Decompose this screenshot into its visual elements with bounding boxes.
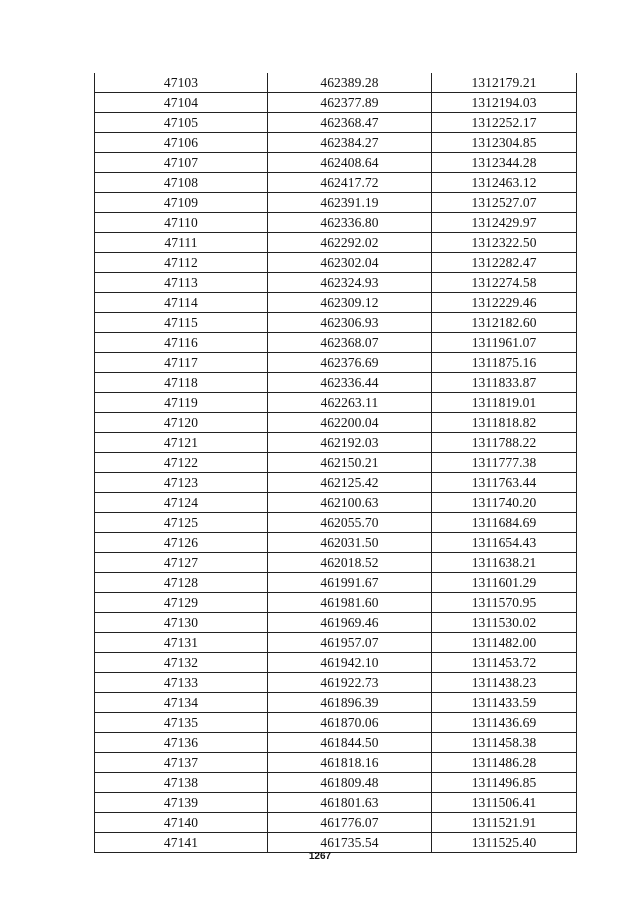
point-id-cell: 47130 bbox=[95, 613, 268, 633]
point-id-cell: 47115 bbox=[95, 313, 268, 333]
table-row bbox=[95, 693, 577, 713]
point-id-cell: 47138 bbox=[95, 773, 268, 793]
x-coordinate-cell: 462055.70 bbox=[268, 513, 432, 533]
point-id-cell: 47124 bbox=[95, 493, 268, 513]
table-row bbox=[95, 293, 577, 313]
y-coordinate-cell: 1312194.03 bbox=[432, 93, 577, 113]
table-row bbox=[95, 613, 577, 633]
table-row bbox=[95, 513, 577, 533]
y-coordinate-cell: 1311961.07 bbox=[432, 333, 577, 353]
point-id-cell: 47125 bbox=[95, 513, 268, 533]
table-row bbox=[95, 273, 577, 293]
table-row bbox=[95, 593, 577, 613]
y-coordinate-cell: 1312182.60 bbox=[432, 313, 577, 333]
point-id-cell: 47123 bbox=[95, 473, 268, 493]
y-coordinate-cell: 1312252.17 bbox=[432, 113, 577, 133]
table-row bbox=[95, 153, 577, 173]
x-coordinate-cell: 461896.39 bbox=[268, 693, 432, 713]
table-row bbox=[95, 773, 577, 793]
table-row bbox=[95, 113, 577, 133]
point-id-cell: 47105 bbox=[95, 113, 268, 133]
y-coordinate-cell: 1312282.47 bbox=[432, 253, 577, 273]
x-coordinate-cell: 462150.21 bbox=[268, 453, 432, 473]
point-id-cell: 47121 bbox=[95, 433, 268, 453]
x-coordinate-cell: 462336.80 bbox=[268, 213, 432, 233]
table-row bbox=[95, 653, 577, 673]
point-id-cell: 47131 bbox=[95, 633, 268, 653]
table-row bbox=[95, 253, 577, 273]
point-id-cell: 47127 bbox=[95, 553, 268, 573]
x-coordinate-cell: 462018.52 bbox=[268, 553, 432, 573]
point-id-cell: 47118 bbox=[95, 373, 268, 393]
point-id-cell: 47134 bbox=[95, 693, 268, 713]
x-coordinate-cell: 462302.04 bbox=[268, 253, 432, 273]
x-coordinate-cell: 462377.89 bbox=[268, 93, 432, 113]
y-coordinate-cell: 1311521.91 bbox=[432, 813, 577, 833]
x-coordinate-cell: 461735.54 bbox=[268, 833, 432, 853]
table-row bbox=[95, 353, 577, 373]
x-coordinate-cell: 462125.42 bbox=[268, 473, 432, 493]
y-coordinate-cell: 1312229.46 bbox=[432, 293, 577, 313]
coordinates-table bbox=[94, 73, 577, 853]
point-id-cell: 47122 bbox=[95, 453, 268, 473]
table-row bbox=[95, 393, 577, 413]
y-coordinate-cell: 1311740.20 bbox=[432, 493, 577, 513]
table-row bbox=[95, 733, 577, 753]
table-row bbox=[95, 633, 577, 653]
point-id-cell: 47128 bbox=[95, 573, 268, 593]
x-coordinate-cell: 461809.48 bbox=[268, 773, 432, 793]
table-row bbox=[95, 813, 577, 833]
table-row bbox=[95, 553, 577, 573]
point-id-cell: 47112 bbox=[95, 253, 268, 273]
point-id-cell: 47117 bbox=[95, 353, 268, 373]
y-coordinate-cell: 1312322.50 bbox=[432, 233, 577, 253]
table-row bbox=[95, 313, 577, 333]
table-row bbox=[95, 473, 577, 493]
x-coordinate-cell: 461957.07 bbox=[268, 633, 432, 653]
point-id-cell: 47126 bbox=[95, 533, 268, 553]
point-id-cell: 47140 bbox=[95, 813, 268, 833]
point-id-cell: 47116 bbox=[95, 333, 268, 353]
y-coordinate-cell: 1311530.02 bbox=[432, 613, 577, 633]
x-coordinate-cell: 461981.60 bbox=[268, 593, 432, 613]
point-id-cell: 47103 bbox=[95, 73, 268, 93]
y-coordinate-cell: 1311654.43 bbox=[432, 533, 577, 553]
x-coordinate-cell: 462263.11 bbox=[268, 393, 432, 413]
table-row bbox=[95, 133, 577, 153]
x-coordinate-cell: 462100.63 bbox=[268, 493, 432, 513]
x-coordinate-cell: 462389.28 bbox=[268, 73, 432, 93]
x-coordinate-cell: 461818.16 bbox=[268, 753, 432, 773]
x-coordinate-cell: 461969.46 bbox=[268, 613, 432, 633]
table-row bbox=[95, 373, 577, 393]
point-id-cell: 47135 bbox=[95, 713, 268, 733]
y-coordinate-cell: 1312429.97 bbox=[432, 213, 577, 233]
x-coordinate-cell: 462408.64 bbox=[268, 153, 432, 173]
table-row bbox=[95, 433, 577, 453]
table-row bbox=[95, 333, 577, 353]
x-coordinate-cell: 462192.03 bbox=[268, 433, 432, 453]
table-row bbox=[95, 713, 577, 733]
y-coordinate-cell: 1312274.58 bbox=[432, 273, 577, 293]
table-row bbox=[95, 673, 577, 693]
x-coordinate-cell: 461776.07 bbox=[268, 813, 432, 833]
x-coordinate-cell: 461991.67 bbox=[268, 573, 432, 593]
table-row bbox=[95, 493, 577, 513]
point-id-cell: 47104 bbox=[95, 93, 268, 113]
point-id-cell: 47129 bbox=[95, 593, 268, 613]
x-coordinate-cell: 462368.47 bbox=[268, 113, 432, 133]
y-coordinate-cell: 1311453.72 bbox=[432, 653, 577, 673]
table-row bbox=[95, 453, 577, 473]
x-coordinate-cell: 462384.27 bbox=[268, 133, 432, 153]
table-row bbox=[95, 753, 577, 773]
table-row bbox=[95, 413, 577, 433]
x-coordinate-cell: 462292.02 bbox=[268, 233, 432, 253]
table-row bbox=[95, 573, 577, 593]
y-coordinate-cell: 1311601.29 bbox=[432, 573, 577, 593]
y-coordinate-cell: 1312527.07 bbox=[432, 193, 577, 213]
y-coordinate-cell: 1312304.85 bbox=[432, 133, 577, 153]
x-coordinate-cell: 461801.63 bbox=[268, 793, 432, 813]
point-id-cell: 47141 bbox=[95, 833, 268, 853]
point-id-cell: 47119 bbox=[95, 393, 268, 413]
y-coordinate-cell: 1311833.87 bbox=[432, 373, 577, 393]
y-coordinate-cell: 1311819.01 bbox=[432, 393, 577, 413]
point-id-cell: 47120 bbox=[95, 413, 268, 433]
point-id-cell: 47114 bbox=[95, 293, 268, 313]
point-id-cell: 47137 bbox=[95, 753, 268, 773]
y-coordinate-cell: 1311638.21 bbox=[432, 553, 577, 573]
table-row bbox=[95, 93, 577, 113]
point-id-cell: 47110 bbox=[95, 213, 268, 233]
x-coordinate-cell: 462336.44 bbox=[268, 373, 432, 393]
coordinates-table-body bbox=[95, 73, 577, 853]
x-coordinate-cell: 462368.07 bbox=[268, 333, 432, 353]
x-coordinate-cell: 462324.93 bbox=[268, 273, 432, 293]
y-coordinate-cell: 1311482.00 bbox=[432, 633, 577, 653]
x-coordinate-cell: 461922.73 bbox=[268, 673, 432, 693]
table-row bbox=[95, 193, 577, 213]
point-id-cell: 47107 bbox=[95, 153, 268, 173]
y-coordinate-cell: 1312463.12 bbox=[432, 173, 577, 193]
x-coordinate-cell: 462031.50 bbox=[268, 533, 432, 553]
y-coordinate-cell: 1311506.41 bbox=[432, 793, 577, 813]
point-id-cell: 47109 bbox=[95, 193, 268, 213]
point-id-cell: 47111 bbox=[95, 233, 268, 253]
y-coordinate-cell: 1311525.40 bbox=[432, 833, 577, 853]
page-number: 1267 bbox=[308, 851, 332, 862]
y-coordinate-cell: 1311486.28 bbox=[432, 753, 577, 773]
y-coordinate-cell: 1311763.44 bbox=[432, 473, 577, 493]
point-id-cell: 47106 bbox=[95, 133, 268, 153]
x-coordinate-cell: 462376.69 bbox=[268, 353, 432, 373]
y-coordinate-cell: 1311570.95 bbox=[432, 593, 577, 613]
table-row bbox=[95, 533, 577, 553]
table-row bbox=[95, 173, 577, 193]
y-coordinate-cell: 1311818.82 bbox=[432, 413, 577, 433]
y-coordinate-cell: 1311458.38 bbox=[432, 733, 577, 753]
point-id-cell: 47108 bbox=[95, 173, 268, 193]
point-id-cell: 47132 bbox=[95, 653, 268, 673]
y-coordinate-cell: 1311436.69 bbox=[432, 713, 577, 733]
table-row bbox=[95, 793, 577, 813]
y-coordinate-cell: 1311788.22 bbox=[432, 433, 577, 453]
y-coordinate-cell: 1311777.38 bbox=[432, 453, 577, 473]
y-coordinate-cell: 1311438.23 bbox=[432, 673, 577, 693]
point-id-cell: 47139 bbox=[95, 793, 268, 813]
x-coordinate-cell: 462200.04 bbox=[268, 413, 432, 433]
y-coordinate-cell: 1312179.21 bbox=[432, 73, 577, 93]
y-coordinate-cell: 1311875.16 bbox=[432, 353, 577, 373]
x-coordinate-cell: 462309.12 bbox=[268, 293, 432, 313]
y-coordinate-cell: 1312344.28 bbox=[432, 153, 577, 173]
y-coordinate-cell: 1311433.59 bbox=[432, 693, 577, 713]
point-id-cell: 47113 bbox=[95, 273, 268, 293]
x-coordinate-cell: 462391.19 bbox=[268, 193, 432, 213]
y-coordinate-cell: 1311684.69 bbox=[432, 513, 577, 533]
x-coordinate-cell: 462417.72 bbox=[268, 173, 432, 193]
x-coordinate-cell: 461870.06 bbox=[268, 713, 432, 733]
table-row bbox=[95, 233, 577, 253]
point-id-cell: 47133 bbox=[95, 673, 268, 693]
y-coordinate-cell: 1311496.85 bbox=[432, 773, 577, 793]
table-row bbox=[95, 213, 577, 233]
x-coordinate-cell: 462306.93 bbox=[268, 313, 432, 333]
x-coordinate-cell: 461844.50 bbox=[268, 733, 432, 753]
table-row bbox=[95, 833, 577, 853]
point-id-cell: 47136 bbox=[95, 733, 268, 753]
x-coordinate-cell: 461942.10 bbox=[268, 653, 432, 673]
table-row bbox=[95, 73, 577, 93]
